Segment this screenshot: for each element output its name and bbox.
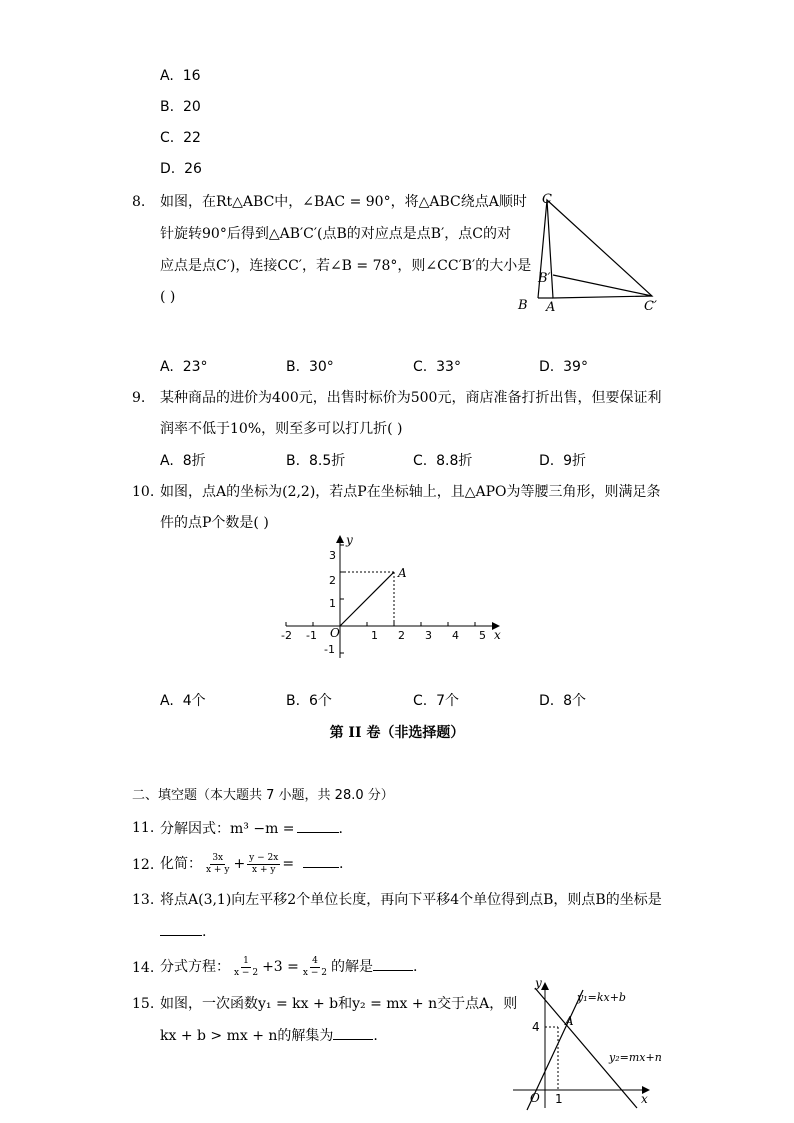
q10-line1: 如图，点A的坐标为(2,2)，若点P在坐标轴上，且△APO为等腰三角形，则满足条 [160,484,661,500]
q9-number: 9. [132,390,146,406]
axis-y-label: y [535,976,542,990]
x-tick-label-1: 1 [555,1092,563,1106]
q8-option-a: A. 23° [160,359,208,375]
q10-option-c: C. 7个 [413,693,460,709]
origin-label: O [530,1091,540,1105]
q11-answer-blank[interactable] [297,818,339,833]
origin-label: O [330,626,340,640]
q10-number: 10. [132,484,155,500]
q7-option-d: D. 26 [160,161,202,177]
q14-fraction-1: $\frac{1}{x - 2}$ [234,955,259,978]
q12-answer-blank[interactable] [303,853,339,868]
q8-number: 8. [132,194,146,210]
q8-option-b: B. 30° [286,359,334,375]
q9-line2: 润率不低于10%，则至多可以打几折( ) [160,421,403,437]
q9-option-b: B. 8.5折 [286,453,346,469]
x-tick-label: 4 [452,629,459,642]
axis-y-label: y [346,533,353,547]
q8-line3: 应点是点C′)，连接CC′，若∠B = 78°，则∠CC′B′的大小是 [160,258,532,274]
x-tick-label: 1 [371,629,378,642]
x-tick-label: 3 [425,629,432,642]
q10-option-a: A. 4个 [160,693,206,709]
q12-number: 12. [132,857,155,873]
label-B: B [518,298,528,313]
q12-fraction-2: $\frac{y - 2x}{x + y}$ [249,852,279,875]
q15-answer-blank[interactable] [333,1025,373,1040]
q14-text: 分式方程： $\frac{1}{x - 2}$ +3 = $\frac{4}{x - 2}$ 的解是 . [160,955,418,978]
x-tick-label: -1 [306,629,317,642]
q9-option-d: D. 9折 [539,453,587,469]
q14-number: 14. [132,960,155,976]
q9-option-a: A. 8折 [160,453,206,469]
q11-number: 11. [132,820,155,836]
q15-function-graph [505,975,675,1115]
q8-option-c: C. 33° [413,359,461,375]
q15-line2: kx + b > mx + n的解集为 . [160,1025,378,1046]
y-tick-label: 3 [329,549,336,562]
q13-line1: 将点A(3,1)向左平移2个单位长度，再向下平移4个单位得到点B，则点B的坐标是 [160,892,662,908]
q7-option-c: C. 22 [160,130,201,146]
label-A: A [546,300,556,315]
q12-text: 化简： $\frac{3x}{x + y}$ + $\frac{y - 2x}{x + y}$ = . [160,852,344,875]
q10-option-d: D. 8个 [539,693,587,709]
fill-in-header: 二、填空题（本大题共 7 小题，共 28.0 分） [132,788,394,803]
q15-line1: 如图，一次函数y₁ = kx + b和y₂ = mx + n交于点A，则 [160,996,518,1012]
axis-x-label: x [494,628,501,642]
q9-line1: 某种商品的进价为400元，出售时标价为500元，商店准备打折出售，但要保证利 [160,390,662,406]
q10-line2: 件的点P个数是( ) [160,515,269,531]
q13-number: 13. [132,892,155,908]
q9-option-c: C. 8.8折 [413,453,473,469]
x-tick-label: 2 [398,629,405,642]
point-A-label: A [565,1014,574,1028]
point-A-label: A [398,566,407,580]
x-tick-label: -2 [281,629,292,642]
q14-answer-blank[interactable] [373,956,413,971]
q10-option-b: B. 6个 [286,693,332,709]
label-C-prime: C′ [644,299,657,314]
line-y1-label: y₁=kx+b [577,991,626,1004]
q13-answer-blank[interactable] [160,921,202,936]
y-tick-label: -1 [324,643,335,656]
q8-line2: 针旋转90°后得到△AB′C′(点B的对应点是点B′，点C的对 [160,226,511,242]
q8-line1: 如图，在Rt△ABC中，∠BAC = 90°，将△ABC绕点A顺时 [160,194,527,210]
q10-coordinate-figure [280,532,510,662]
y-tick-label: 1 [329,597,336,610]
x-tick-label: 5 [479,629,486,642]
line-y2-label: y₂=mx+n [609,1051,662,1064]
q7-option-b: B. 20 [160,99,201,115]
q7-option-a: A. 16 [160,68,201,84]
y-tick-label: 2 [329,574,336,587]
q13-line2: . [160,921,206,942]
y-tick-label-4: 4 [532,1020,540,1034]
label-B-prime: B′ [538,271,551,286]
q11-text: 分解因式：m³ −m = . [160,818,343,839]
section-2-title: 第 II 卷（非选择题） [329,725,465,741]
q8-triangle-figure [510,188,670,318]
axis-x-label: x [641,1092,648,1106]
q14-fraction-2: $\frac{4}{x - 2}$ [302,955,327,978]
q15-number: 15. [132,996,155,1012]
q12-fraction-1: $\frac{3x}{x + y}$ [206,852,230,875]
q8-line4: ( ) [160,289,176,305]
label-C: C [542,192,552,207]
q8-option-d: D. 39° [539,359,588,375]
